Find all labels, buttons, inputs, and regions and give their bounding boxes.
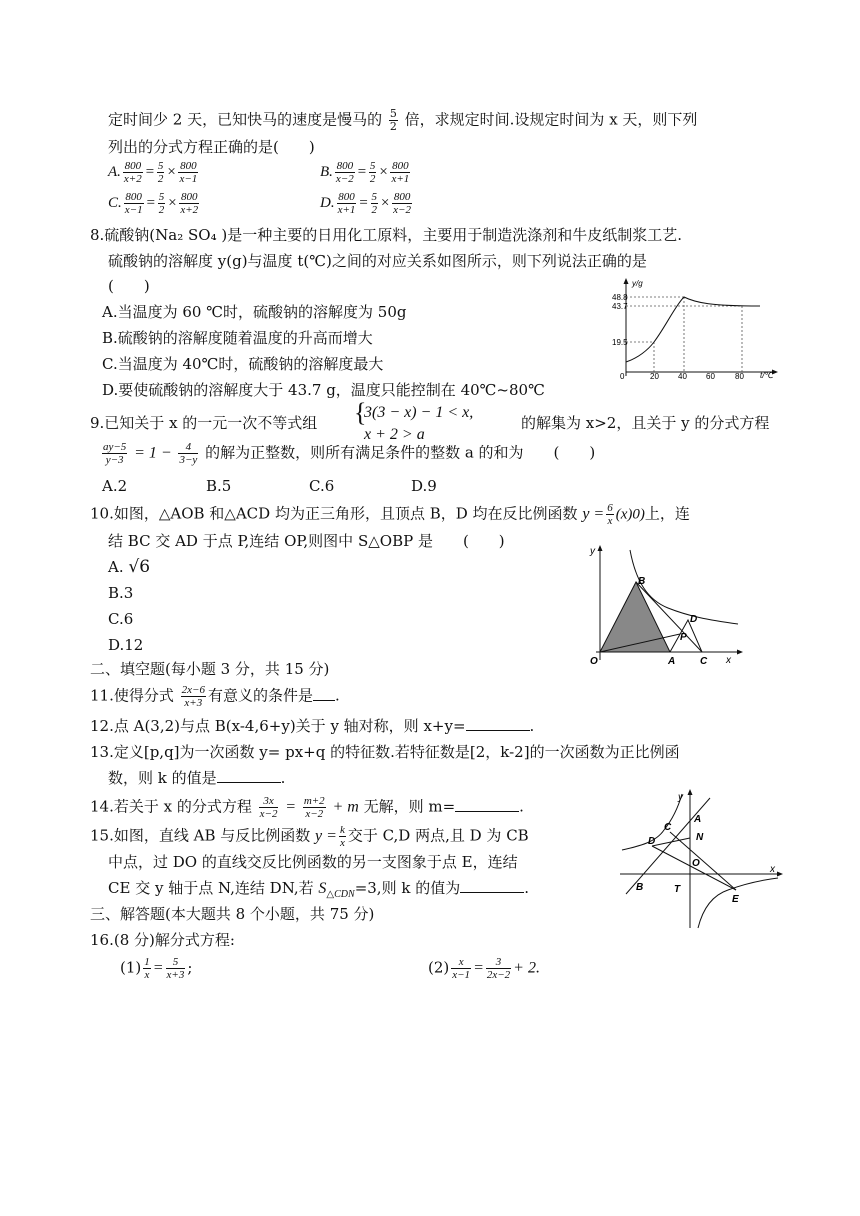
svg-text:O: O [692, 858, 700, 869]
q7-ratio-fraction: $\frac{5}{2}$ [389, 107, 397, 133]
q7-option-d[interactable]: D. $\frac{800}{x+1}$ = $\frac{5}{2}$ × $\frac{800}{x-2}$ [320, 191, 411, 216]
q13-line2: 数，则 k 的值是 . [108, 769, 286, 787]
q9-inequality-2: x + 2 > a [364, 426, 425, 443]
graph-origin: 0 [620, 372, 625, 381]
q9-option-c[interactable]: C.6 [309, 477, 335, 495]
svg-text:B: B [638, 576, 646, 587]
q8-line1: 8.硫酸钠(Na₂ SO₄ )是一种主要的日用化工原料，主要用于制造洗涤剂和牛皮纸制浆工艺. [90, 226, 682, 244]
q15-figure [618, 788, 786, 930]
svg-text:E: E [732, 894, 739, 905]
solubility-graph [612, 276, 782, 384]
q8-line3: ( ) [108, 277, 150, 295]
q15-line3: CE 交 y 轴于点 N,连结 DN,若 $S_{\triangle CDN}=3$,则 k 的值为 . [108, 879, 529, 901]
graph-x-tick-20: 20 [650, 372, 659, 381]
q9-option-d[interactable]: D.9 [411, 477, 437, 495]
q9-line1: 9.已知关于 x 的一元一次不等式组 [90, 414, 318, 432]
q7-line1: 定时间少 2 天，已知快马的速度是慢马的 $\frac{5}{2}$ 倍，求规定时间.设规定时间为 x 天，则下列 [108, 107, 698, 133]
q12: 12.点 A(3,2)与点 B(x-4,6+y)关于 y 轴对称，则 x+y= . [90, 717, 535, 735]
q11-answer-blank[interactable] [313, 686, 335, 701]
q10-option-a[interactable]: A. √6 [108, 557, 151, 577]
svg-text:y: y [678, 792, 683, 803]
graph-y-tick-19.5: 19.5 [612, 338, 628, 347]
q9-line2: $\frac{ay-5}{y-3}$ = 1 − $\frac{4}{3-y}$ 的解为正整数，则所有满足条件的整数 a 的和为 ( ) [103, 441, 596, 466]
section-3-heading: 三、解答题(本大题共 8 个小题，共 75 分) [90, 905, 375, 923]
q9-brace: { [354, 398, 367, 427]
solubility-curve [626, 297, 760, 362]
svg-text:C: C [700, 656, 708, 667]
q15-line2: 中点，过 DO 的直线交反比例函数的另一支图象于点 E，连结 [108, 853, 518, 871]
svg-text:N: N [696, 832, 704, 843]
q13-line1: 13.定义[p,q]为一次函数 y= px+q 的特征数.若特征数是[2，k-2]的一次函数为正比例函 [90, 743, 680, 761]
q7-option-c[interactable]: C. $\frac{800}{x-1}$ = $\frac{5}{2}$ × $\frac{800}{x+2}$ [108, 191, 199, 216]
q8-line2: 硫酸钠的溶解度 y(g)与温度 t(℃)之间的对应关系如图所示，则下列说法正确的是 [108, 252, 647, 270]
svg-text:T: T [674, 884, 681, 895]
q8-option-d[interactable]: D.要使硫酸钠的溶解度大于 43.7 g，温度只能控制在 40℃~80℃ [102, 381, 545, 399]
q10-option-b[interactable]: B.3 [108, 584, 134, 602]
svg-text:x: x [726, 655, 731, 666]
svg-text:D: D [690, 614, 698, 625]
q10-option-c[interactable]: C.6 [108, 610, 134, 628]
svg-text:A: A [694, 814, 702, 825]
q7-option-b[interactable]: B. $\frac{800}{x-2}$ = $\frac{5}{2}$ × $\frac{800}{x+1}$ [320, 160, 410, 185]
svg-text:x: x [770, 864, 775, 875]
q9-option-a[interactable]: A.2 [102, 477, 128, 495]
q8-option-b[interactable]: B.硫酸钠的溶解度随着温度的升高而增大 [102, 329, 373, 347]
svg-text:C: C [664, 822, 672, 833]
svg-text:y: y [590, 546, 595, 557]
graph-x-tick-60: 60 [706, 372, 715, 381]
q15-answer-blank[interactable] [460, 878, 524, 893]
q7-line2: 列出的分式方程正确的是( ) [108, 138, 315, 156]
q9-option-b[interactable]: B.5 [206, 477, 232, 495]
q16-title: 16.(8 分)解分式方程: [90, 931, 235, 949]
graph-y-tick-48.8: 48.8 [612, 293, 628, 302]
svg-text:O: O [590, 656, 598, 667]
q10-option-d[interactable]: D.12 [108, 636, 144, 654]
q16-part-2: (2) $\frac{x}{x-1}$ = $\frac{3}{2x-2}$ + 2. [428, 956, 540, 981]
q16-part-1: (1) $\frac{1}{x}$ = $\frac{5}{x+3}$ ; [120, 956, 193, 981]
q14-answer-blank[interactable] [455, 797, 519, 812]
graph-y-label: y/g [632, 279, 643, 288]
q9-mid: 的解集为 x>2，且关于 y 的分式方程 [521, 414, 770, 432]
q7-option-a[interactable]: A. $\frac{800}{x+2}$ = $\frac{5}{2}$ × $\frac{800}{x-1}$ [108, 160, 198, 185]
q10-figure [588, 542, 748, 670]
svg-text:P: P [680, 632, 687, 643]
graph-y-tick-43.7: 43.7 [612, 302, 628, 311]
q10-line2: 结 BC 交 AD 于点 P,连结 OP,则图中 S△OBP 是 ( ) [108, 532, 505, 550]
section-2-heading: 二、填空题(每小题 3 分，共 15 分) [90, 660, 330, 678]
q10-line1: 10.如图，△AOB 和△ACD 均为正三角形，且顶点 B，D 均在反比例函数 y = $\frac{6}{x}$ (x)0)上，连 [90, 502, 690, 527]
q13-answer-blank[interactable] [217, 768, 281, 783]
q14: 14.若关于 x 的分式方程 $\frac{3x}{x-2}$ = $\frac{m+2}{x-2}$ + m 无解，则 m= . [90, 795, 524, 820]
graph-x-tick-40: 40 [678, 372, 687, 381]
q12-answer-blank[interactable] [466, 716, 530, 731]
graph-x-label: t/℃ [760, 371, 774, 380]
q15-line1: 15.如图，直线 AB 与反比例函数 y = $\frac{k}{x}$ 交于 C,D 两点,且 D 为 CB [90, 824, 529, 849]
q8-option-c[interactable]: C.当温度为 40℃时，硫酸钠的溶解度最大 [102, 355, 384, 373]
triangle-aob [600, 582, 670, 652]
svg-text:D: D [648, 836, 656, 847]
q9-inequality-1: 3(3 − x) − 1 < x, [364, 404, 474, 421]
graph-x-tick-80: 80 [735, 372, 744, 381]
q11: 11.使得分式 $\frac{2x-6}{x+3}$ 有意义的条件是 . [90, 684, 340, 709]
svg-text:A: A [668, 656, 676, 667]
q8-option-a[interactable]: A.当温度为 60 ℃时，硫酸钠的溶解度为 50g [102, 303, 407, 321]
svg-text:B: B [636, 882, 644, 893]
